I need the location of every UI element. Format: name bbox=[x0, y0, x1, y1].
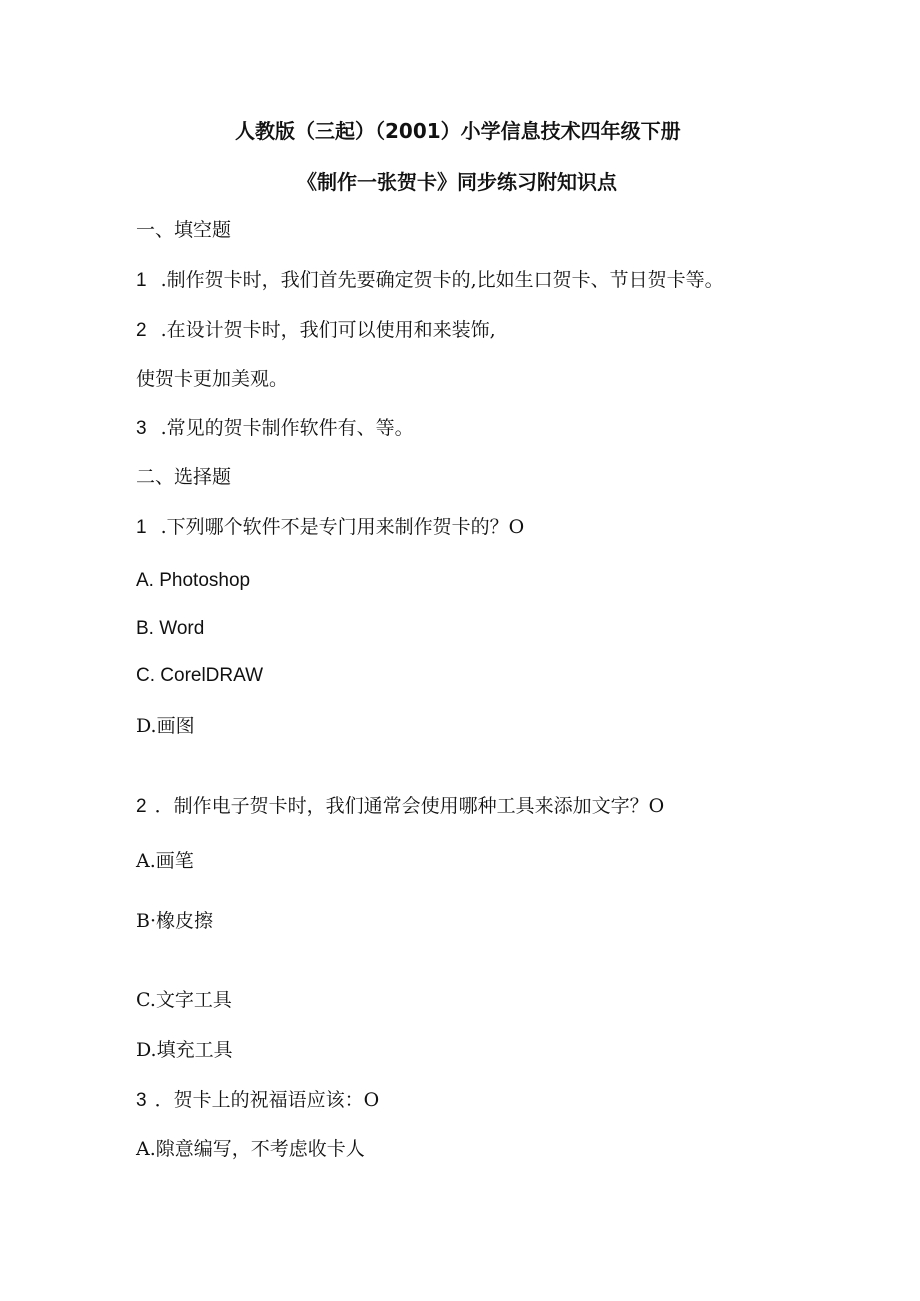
document-title-line1: 人教版（三起）（2001）小学信息技术四年级下册 bbox=[235, 119, 681, 143]
question-number: 2 bbox=[136, 320, 147, 341]
choice-3-option-a: A.隙意编写，不考虑收卡人 bbox=[136, 1138, 365, 1160]
choice-question-2 bbox=[136, 794, 664, 819]
question-number: 1 bbox=[136, 517, 147, 538]
fill-question-1 bbox=[136, 268, 724, 293]
document-title-line2: 《制作一张贺卡》同步练习附知识点 bbox=[297, 170, 617, 194]
choice-1-option-b: B. Word bbox=[136, 618, 205, 639]
question-number: 2 bbox=[136, 796, 147, 817]
choice-question-1 bbox=[136, 515, 524, 540]
question-text: .常见的贺卡制作软件有、等。 bbox=[160, 417, 414, 439]
choice-2-option-d: D.填充工具 bbox=[136, 1039, 233, 1061]
question-text: ．贺卡上的祝福语应该：O bbox=[154, 1089, 380, 1111]
question-text: ．制作电子贺卡时，我们通常会使用哪种工具来添加文字？O bbox=[154, 795, 665, 817]
fill-question-3 bbox=[136, 416, 414, 441]
question-number: 1 bbox=[136, 270, 147, 291]
question-number: 3 bbox=[136, 418, 147, 439]
choice-1-option-a: A. Photoshop bbox=[136, 570, 251, 591]
question-number: 3 bbox=[136, 1090, 147, 1111]
choice-1-option-c: C. CorelDRAW bbox=[136, 665, 264, 686]
question-text: .在设计贺卡时，我们可以使用和来装饰, bbox=[160, 319, 496, 341]
fill-question-2 bbox=[136, 318, 496, 343]
question-text: .下列哪个软件不是专门用来制作贺卡的？O bbox=[160, 516, 525, 538]
choice-2-option-a: A.画笔 bbox=[136, 850, 194, 872]
section-heading-fill-blank: 一、填空题 bbox=[136, 219, 232, 241]
choice-2-option-b: B·橡皮擦 bbox=[136, 910, 214, 932]
fill-question-2-continuation: 使贺卡更加美观。 bbox=[136, 368, 289, 390]
choice-1-option-d: D.画图 bbox=[136, 715, 195, 737]
choice-question-3 bbox=[136, 1088, 379, 1113]
choice-2-option-c: C.文字工具 bbox=[136, 989, 232, 1011]
section-heading-multiple-choice: 二、选择题 bbox=[136, 466, 232, 488]
question-text: .制作贺卡时，我们首先要确定贺卡的,比如生口贺卡、节日贺卡等。 bbox=[160, 269, 724, 291]
